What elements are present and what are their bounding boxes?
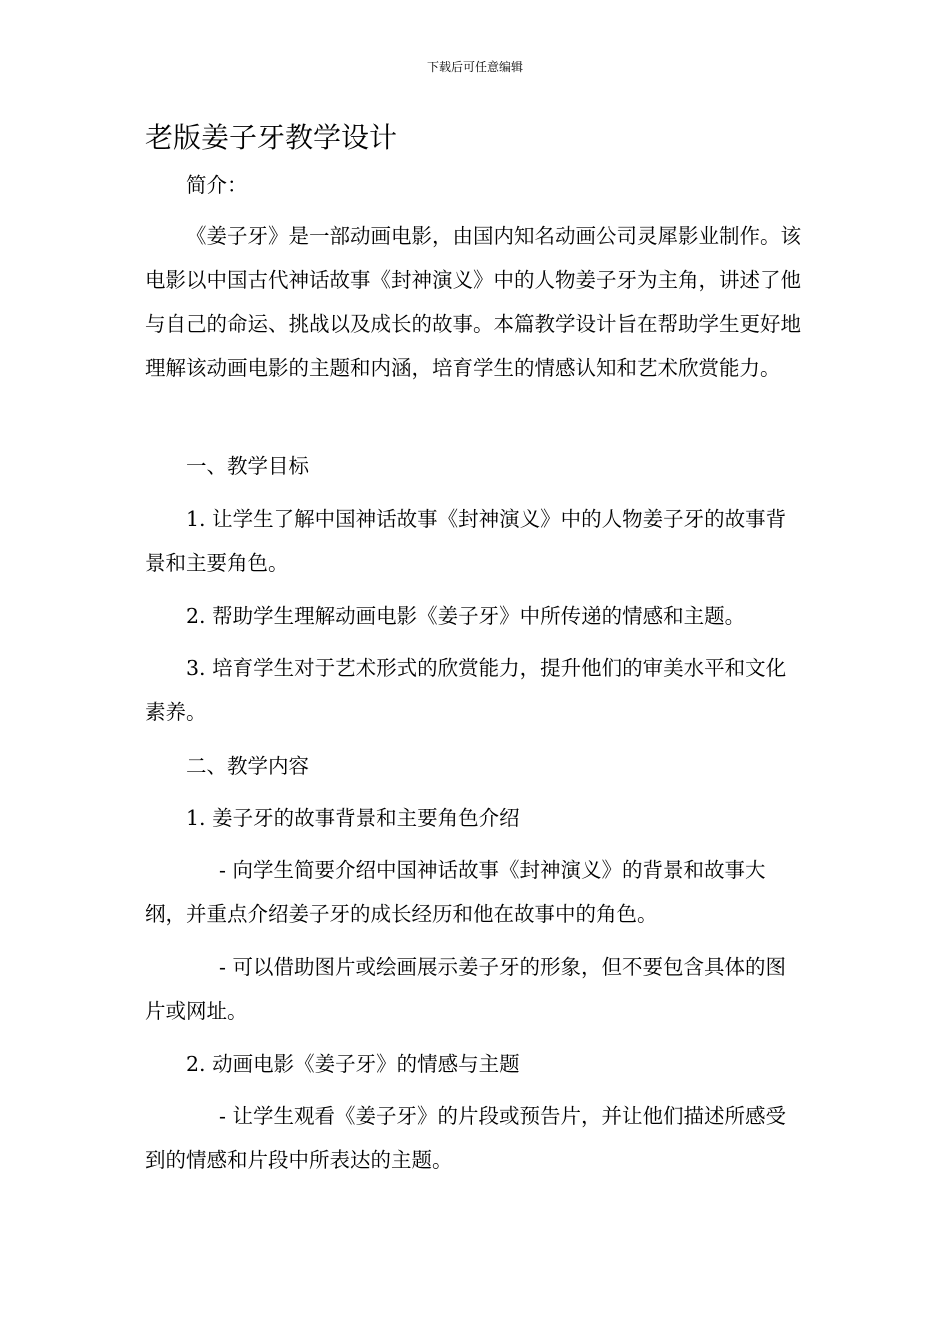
- content-item-2: 2. 动画电影《姜子牙》的情感与主题: [186, 1052, 520, 1076]
- goal-item-2: 2. 帮助学生理解动画电影《姜子牙》中所传递的情感和主题。: [186, 604, 746, 628]
- content-item-2-bullet-1: - 让学生观看《姜子牙》的片段或预告片，并让他们描述所感受到的情感和片段中所表达的主题。: [145, 1104, 786, 1172]
- document-title: 老版姜子牙教学设计: [145, 121, 398, 154]
- page-header: 下载后可任意编辑: [426, 60, 523, 74]
- section-heading-goals: 一、教学目标: [186, 454, 309, 478]
- goal-item-1: 1. 让学生了解中国神话故事《封神演义》中的人物姜子牙的故事背景和主要角色。: [145, 507, 787, 575]
- section-heading-content: 二、教学内容: [186, 754, 309, 778]
- intro-label: 简介：: [186, 173, 248, 197]
- content-item-1-bullet-2: - 可以借助图片或绘画展示姜子牙的形象，但不要包含具体的图片或网址。: [145, 955, 786, 1023]
- content-item-1-bullet-1: - 向学生简要介绍中国神话故事《封神演义》的背景和故事大纲，并重点介绍姜子牙的成长经历和他在故事中的角色。: [145, 858, 766, 926]
- goal-item-3: 3. 培育学生对于艺术形式的欣赏能力，提升他们的审美水平和文化素养。: [145, 656, 787, 724]
- content-item-1: 1. 姜子牙的故事背景和主要角色介绍: [186, 806, 520, 830]
- intro-paragraph: 《姜子牙》是一部动画电影，由国内知名动画公司灵犀影业制作。该电影以中国古代神话故事《封神演义》中的人物姜子牙为主角，讲述了他与自己的命运、挑战以及成长的故事。本篇教学设计旨在帮助学生更好地理解该动画电影的主题和内涵，培育学生的情感认知和艺术欣赏能力。: [145, 224, 801, 380]
